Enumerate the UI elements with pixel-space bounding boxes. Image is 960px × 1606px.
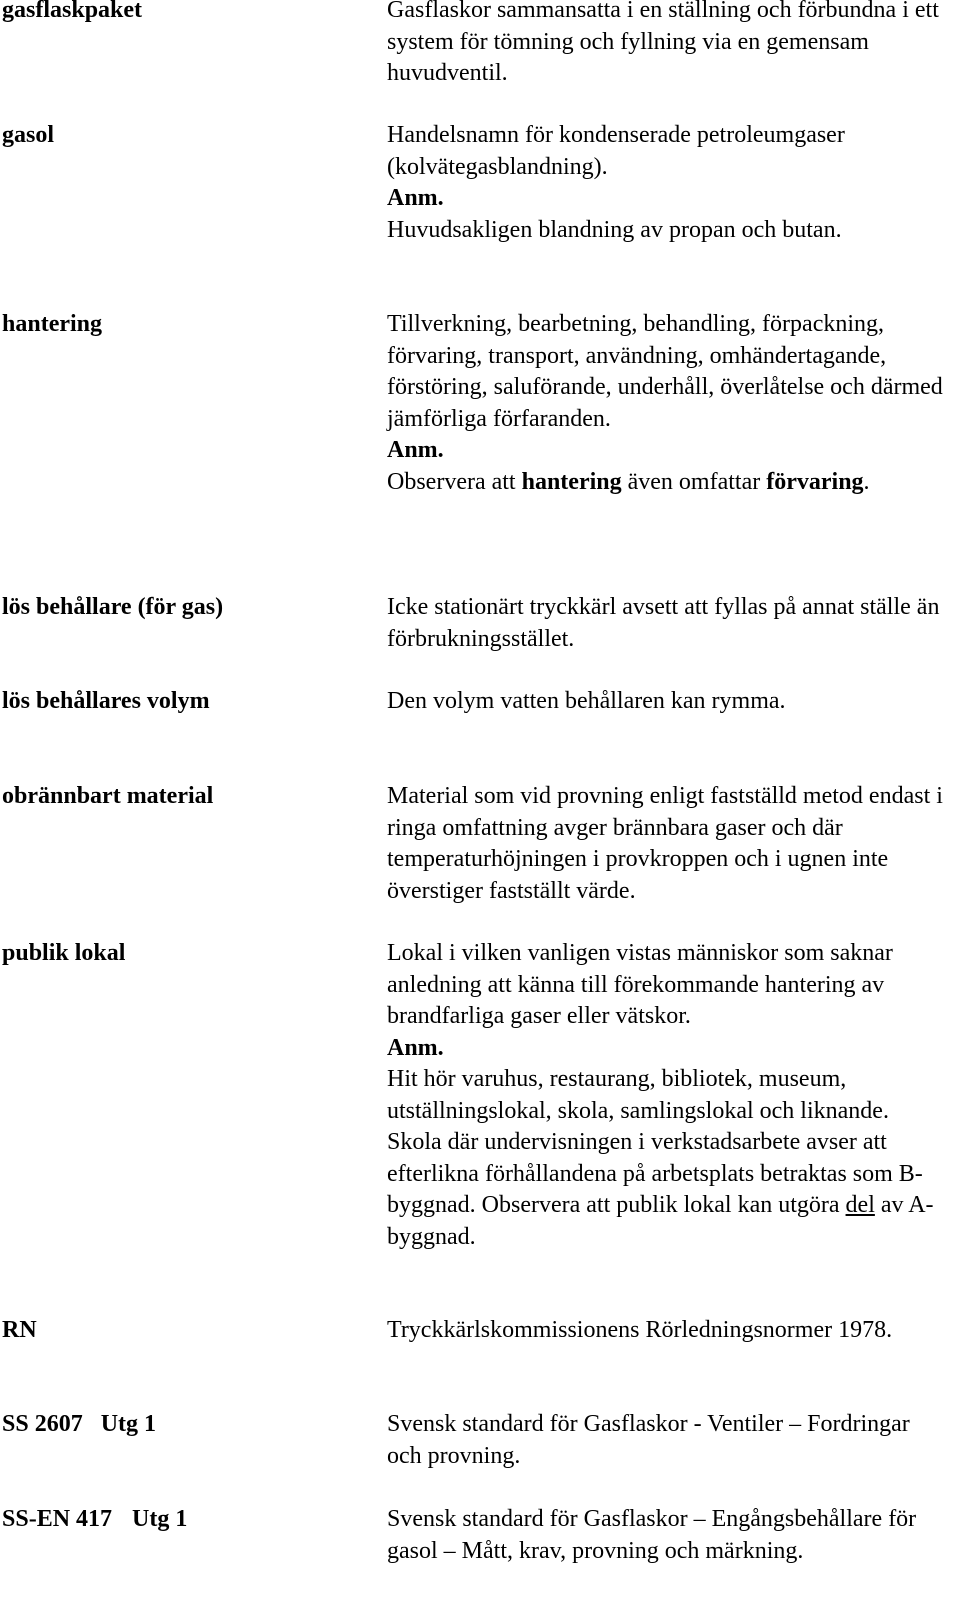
definition-text: Gasflaskor sammansatta i en ställning och förbundna i ett system för tömning och fyllning via en gemensam huvudventil. [387,0,939,86]
note [387,1033,947,1254]
definition-text: Svensk standard för Gasflaskor – Engångsbehållare för gasol – Mått, krav, provning och märkning. [387,1506,917,1564]
term: hantering [2,311,103,337]
definition [387,309,947,498]
note-text-part: även omfattar [621,468,767,495]
term: lös behållare (för gas) [2,594,224,620]
standard-edition: Utg 1 [100,1411,157,1437]
note-emphasis-hantering: hantering [521,468,622,495]
term: gasol [2,122,55,148]
definition-text: Material som vid provning enligt fastställd metod endast i ringa omfattning avger brännbara gaser och där temperaturhöjningen i provkroppen och i ugnen inte överstiger fastställt värde. [387,783,943,904]
definition-text: Den volym vatten behållaren kan rymma. [387,688,786,714]
term: lös behållares volym [2,688,210,714]
note-text-part: Observera att [387,468,522,495]
definition-text: Lokal i vilken vanligen vistas människor som saknar anledning att känna till förekommande hantering av brandfarliga gaser eller vätskor. [387,940,893,1029]
standard-edition: Utg 1 [132,1506,188,1532]
definition [387,1315,947,1347]
note-text: Huvudsakligen blandning av propan och butan. [387,216,842,243]
term: obrännbart material [2,783,214,809]
definition [387,592,947,655]
definition [387,686,947,718]
definition-text: Icke stationärt tryckkärl avsett att fyllas på annat ställe än förbrukningsstället. [387,594,940,652]
note-label: Anm. [387,1034,444,1061]
note-label: Anm. [387,437,444,463]
note [387,435,947,498]
note-emphasis-del: del [845,1192,875,1218]
standard-number: SS 2607 [2,1411,83,1437]
definition [387,1504,947,1567]
standard-number: SS-EN 417 [2,1506,113,1532]
note-label: Anm. [387,185,444,211]
note-text-part: . [863,468,870,495]
term: gasflaskpaket [2,0,143,23]
term: publik lokal [2,940,126,966]
definition [387,1409,947,1472]
definition [387,781,947,907]
term: RN [2,1317,37,1343]
note-text-part: Hit hör varuhus, restaurang, bibliotek, museum, utställningslokal, skola, samlingslokal och liknande. Skola där undervisningen i verkstadsarbete avser att efterlikna förhållandena på arbetsplats betraktas som B-byggnad. Observera att publik lokal kan utgöra [387,1066,923,1218]
definition [387,938,947,1253]
definition-text: Handelsnamn för kondenserade petroleumgaser (kolvätegasblandning). [387,122,845,180]
definition-text: Svensk standard för Gasflaskor - Ventiler – Fordringar och provning. [387,1411,910,1469]
definition [387,0,947,90]
definition [387,120,947,246]
note-emphasis-forvaring: förvaring [766,468,864,495]
note-text-part: av A-byggnad. [387,1192,934,1250]
definition-text: Tryckkärlskommissionens Rörledningsnormer 1978. [387,1317,893,1343]
note [387,183,947,246]
term [2,1409,372,1441]
term [2,1504,372,1536]
definition-text: Tillverkning, bearbetning, behandling, förpackning, förvaring, transport, användning, omhändertagande, förstöring, saluförande, underhåll, överlåtelse och därmed jämförliga förfaranden. [387,311,943,432]
